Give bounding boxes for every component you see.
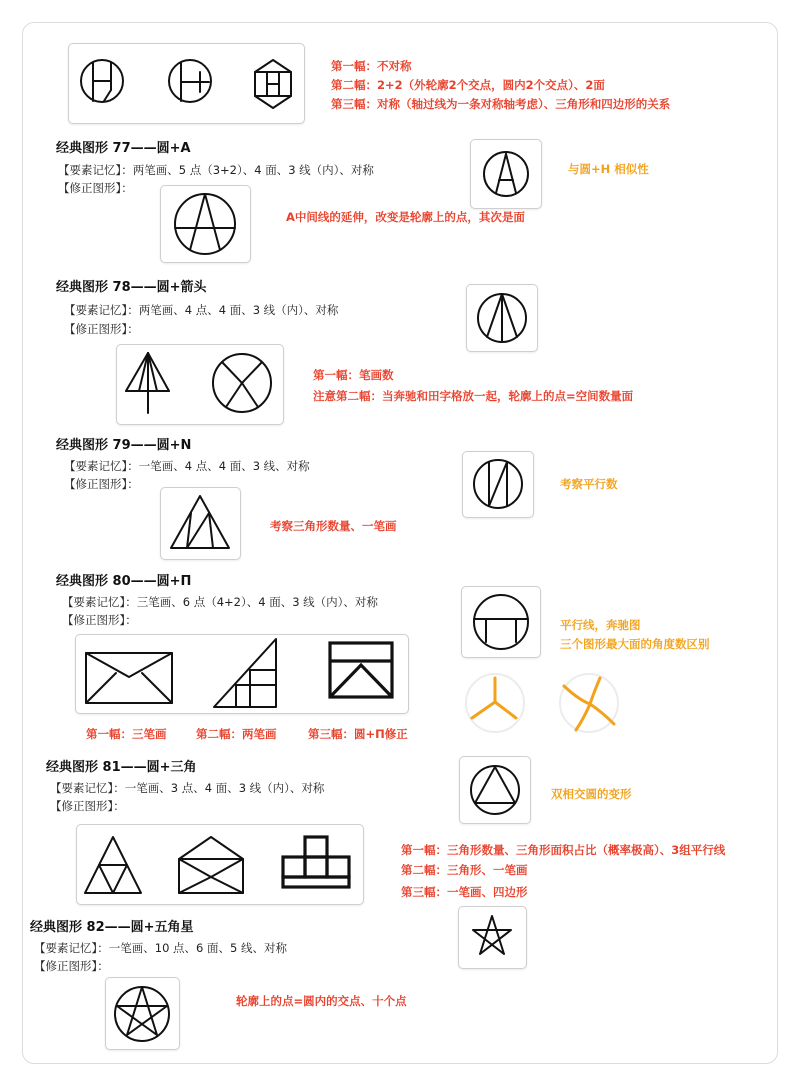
section-81-fixed-figures-box xyxy=(76,824,364,905)
intro-note-2: 第二幅：2+2（外轮廓2个交点，圆内2个交点）、2面 xyxy=(331,78,605,92)
section-78-note-2: 注意第二幅：当奔驰和田字格放一起，轮廓上的点=空间数量面 xyxy=(313,389,634,403)
circle-star-figure-box xyxy=(105,977,180,1050)
section-80-side-note-1: 平行线，奔驰图 xyxy=(560,618,641,632)
section-77-memory: 【要素记忆】：两笔画、5 点（3+2）、4 面、3 线（内）、对称 xyxy=(58,163,374,177)
circle-a-fixed-figure-box xyxy=(160,185,251,263)
section-77-fix-label: 【修正图形】： xyxy=(58,181,133,195)
triangle-n-figure xyxy=(161,488,240,559)
circle-n-figure-box xyxy=(462,451,534,518)
section-80-side-note-2: 三个图形最大面的角度数区别 xyxy=(560,637,710,651)
section-79-fix-note: 考察三角形数量、一笔画 xyxy=(270,519,397,533)
section-82-memory: 【要素记忆】：一笔画、10 点、6 面、5 线、对称 xyxy=(34,941,287,955)
envelope-figure xyxy=(86,653,172,703)
section-79-side-note: 考察平行数 xyxy=(560,477,618,491)
section-78-memory: 【要素记忆】：两笔画、4 点、4 面、3 线（内）、对称 xyxy=(64,303,339,317)
section-80-caption-1: 第一幅：三笔画 xyxy=(86,727,167,741)
section-80-fixed-figures xyxy=(76,635,408,713)
circle-pi-figure-box xyxy=(461,586,541,658)
house-figure xyxy=(179,837,243,893)
section-79-fix-label: 【修正图形】： xyxy=(64,477,139,491)
section-81-note-1: 第一幅：三角形数量、三角形面积占比（概率极高）、3组平行线 xyxy=(401,843,726,857)
circle-a-figure-box xyxy=(470,139,542,209)
cross-orange-figure xyxy=(554,668,624,738)
section-81-fixed-figures xyxy=(77,825,363,904)
right-triangle-figure xyxy=(214,639,276,707)
circle-arrow-figure-box xyxy=(466,284,538,352)
section-81-fix-label: 【修正图形】： xyxy=(50,799,125,813)
star-figure-box xyxy=(458,906,527,969)
section-78-note-1: 第一幅：笔画数 xyxy=(313,368,394,382)
section-80-caption-2: 第二幅：两笔画 xyxy=(196,727,277,741)
section-79-title: 经典图形 79——圆+N xyxy=(56,438,192,453)
circle-triangle-figure xyxy=(460,757,530,823)
section-82-title: 经典图形 82——圆+五角星 xyxy=(30,920,194,935)
section-81-memory: 【要素记忆】：一笔画、3 点、4 面、3 线（内）、对称 xyxy=(50,781,325,795)
section-77-side-note: 与圆+H 相似性 xyxy=(568,162,649,176)
circle-a-fixed-figure xyxy=(161,186,250,262)
circle-h-plus-figure xyxy=(169,60,211,102)
circle-pi-figure xyxy=(462,587,540,657)
page-card xyxy=(22,22,778,1064)
section-81-side-note: 双相交圆的变形 xyxy=(551,787,632,801)
circle-triangle-figure-box xyxy=(459,756,531,824)
circle-h-asym-figure xyxy=(81,60,123,102)
circle-n-figure xyxy=(463,452,533,517)
section-77-title: 经典图形 77——圆+A xyxy=(56,141,191,156)
star-figure xyxy=(459,907,526,968)
section-80-title: 经典图形 80——圆+Π xyxy=(56,574,192,589)
section-80-fix-label: 【修正图形】： xyxy=(62,613,137,627)
benz-orange-figure xyxy=(460,668,530,738)
section-81-note-2: 第二幅：三角形、一笔画 xyxy=(401,863,528,877)
block-stack-figure xyxy=(283,837,349,887)
circle-star-figure xyxy=(106,978,179,1049)
circle-a-figure xyxy=(471,140,541,208)
section-82-fix-note: 轮廓上的点=圆内的交点、十个点 xyxy=(236,994,407,1008)
section-77-fix-note: A中间线的延伸，改变是轮廓上的点，其次是面 xyxy=(286,210,525,224)
section-80-fixed-figures-box xyxy=(75,634,409,714)
intro-note-3: 第三幅：对称（轴过线为一条对称轴考虑）、三角形和四边形的关系 xyxy=(331,97,671,111)
section-78-fixed-figures xyxy=(117,345,283,424)
arrow-tree-figure xyxy=(126,353,169,413)
triangle-n-figure-box xyxy=(160,487,241,560)
intro-note-1: 第一幅：不对称 xyxy=(331,59,412,73)
section-78-fix-label: 【修正图形】： xyxy=(64,322,139,336)
circle-arrow-figure xyxy=(467,285,537,351)
section-82-fix-label: 【修正图形】： xyxy=(34,959,109,973)
section-78-fixed-figures-box xyxy=(116,344,284,425)
subdivided-triangle-figure xyxy=(85,837,141,893)
circle-x-figure xyxy=(213,354,271,412)
diamond-figure xyxy=(255,60,291,108)
section-80-memory: 【要素记忆】：三笔画、6 点（4+2）、4 面、3 线（内）、对称 xyxy=(62,595,378,609)
section-81-note-3: 第三幅：一笔画、四边形 xyxy=(401,885,528,899)
intro-figures-box xyxy=(68,43,305,124)
section-81-title: 经典图形 81——圆+三角 xyxy=(46,760,197,775)
section-79-memory: 【要素记忆】：一笔画、4 点、4 面、3 线、对称 xyxy=(64,459,310,473)
section-78-title: 经典图形 78——圆+箭头 xyxy=(56,280,207,295)
intro-figures-drawing xyxy=(69,44,304,123)
square-pi-figure xyxy=(330,643,392,697)
section-80-caption-3: 第三幅：圆+Π修正 xyxy=(308,727,408,741)
